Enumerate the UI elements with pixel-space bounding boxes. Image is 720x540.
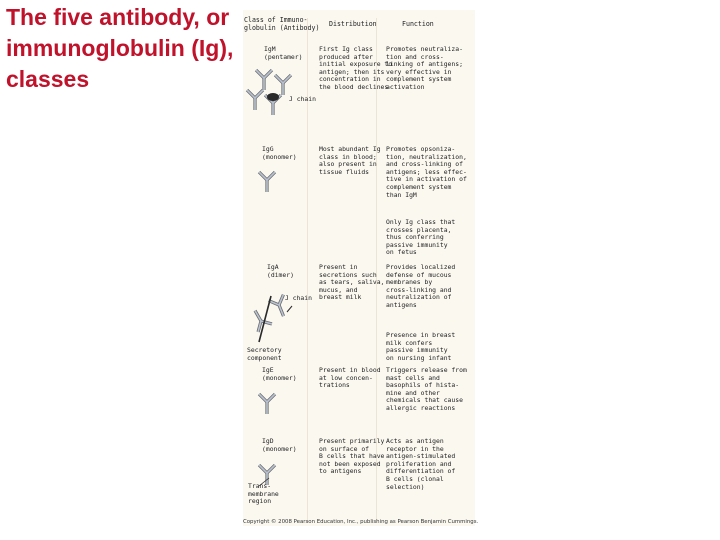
- iga-function-extra: Presence in breast milk confers passive immunity on nursing infant: [386, 331, 456, 362]
- igm-function: Promotes neutraliza- tion and cross- linking of antigens; very effective in complement system activation: [386, 45, 463, 91]
- iga-secretory-component-label: Secretory component: [247, 346, 282, 362]
- j-chain-icon: [267, 93, 279, 101]
- iga-class-label: IgA (dimer): [267, 263, 294, 279]
- ige-antibody-icon: [255, 389, 279, 415]
- iga-distribution: Present in secretions such as tears, saliva, mucus, and breast milk: [319, 263, 385, 302]
- immunoglobulin-table-figure: [243, 10, 475, 526]
- igd-class-label: IgD (monomer): [262, 437, 297, 453]
- igd-function: Acts as antigen receptor in the antigen-stimulated proliferation and differentiation of B cells (clonal selection): [386, 437, 456, 491]
- copyright-notice: Copyright © 2008 Pearson Education, Inc., publishing as Pearson Benjamin Cummings.: [243, 519, 479, 525]
- igg-antibody-icon: [255, 167, 279, 193]
- igm-j-chain-label: J chain: [289, 95, 316, 103]
- ige-class-label: IgE (monomer): [262, 366, 297, 382]
- slide-title: The five antibody, or immunoglobulin (Ig), classes: [6, 4, 234, 92]
- header-class: Class of Immuno- globulin (Antibody): [244, 16, 320, 32]
- ige-distribution: Present in blood at low concen- trations: [319, 366, 381, 390]
- igg-function-extra: Only Ig class that crosses placenta, thus conferring passive immunity on fetus: [386, 218, 456, 257]
- igg-distribution: Most abundant Ig class in blood; also present in tissue fluids: [319, 145, 381, 176]
- igd-distribution: Present primarily on surface of B cells that have not been exposed to antigens: [319, 437, 385, 476]
- iga-j-chain-label: J chain: [285, 294, 312, 302]
- header-distribution: Distribution: [329, 20, 377, 28]
- igg-class-label: IgG (monomer): [262, 145, 297, 161]
- header-function: Function: [402, 20, 434, 28]
- igm-class-label: IgM (pentamer): [264, 45, 303, 61]
- igm-distribution: First Ig class produced after initial exposure to antigen; then its concentration in the blood declines: [319, 45, 393, 91]
- iga-function: Provides localized defense of mucous membranes by cross-linking and neutralization of antigens: [386, 263, 456, 309]
- column-divider: [307, 18, 308, 523]
- ige-function: Triggers release from mast cells and basophils of hista- mine and other chemicals that cause allergic reactions: [386, 366, 467, 412]
- igg-function: Promotes opsoniza- tion, neutralization, and cross-linking of antigens; less effec- tive in activation of complement system than IgM: [386, 145, 467, 199]
- igd-transmembrane-label: Trans- membrane region: [248, 482, 279, 506]
